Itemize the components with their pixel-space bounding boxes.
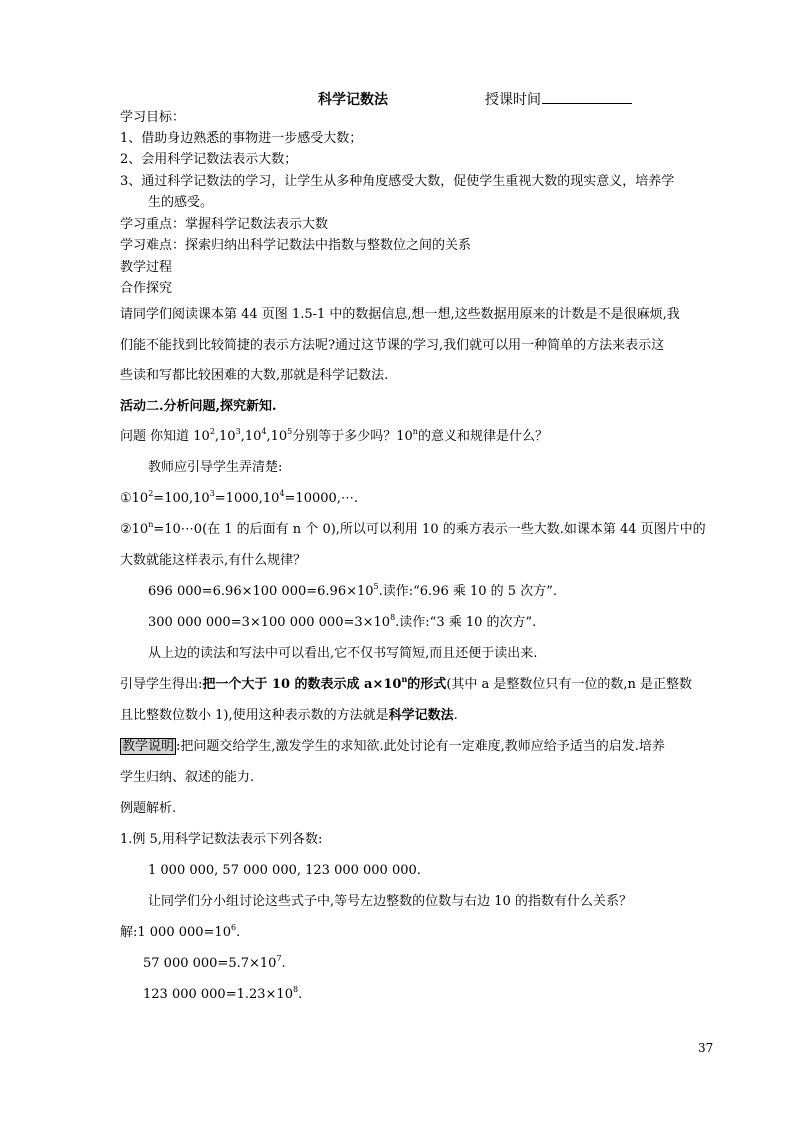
page-title: 科学记数法 (318, 92, 388, 108)
item-1: $①10^2=100,10^3=1000,10^4=10000,\cdots$. (120, 489, 359, 506)
item-2-line-1: $②10^n=10\cdots 0$(在 1 的后面有 n 个 0),所以可以利用 10 的乘方表示一些大数.如课本第 44 页图片中的 (120, 520, 706, 537)
goal-3-line-2: 生的感受。 (148, 195, 214, 210)
conclusion-line-2: 且比整数位数小 1),使用这种表示数的方法就是科学记数法. (120, 708, 458, 723)
coop-heading: 合作探究 (120, 281, 173, 296)
example-numbers: 1 000 000, 57 000 000, 123 000 000 000. (148, 863, 421, 878)
difficulty: 学习难点：探索归纳出科学记数法中指数与整数位之间的关系 (120, 238, 472, 253)
class-time-blank (542, 103, 632, 104)
intro-line-2: 们能不能找到比较简捷的表示方法呢?通过这节课的学习,我们就可以用一种简单的方法来表示这 (120, 338, 665, 353)
header-row (0, 89, 793, 109)
key-point: 学习重点：掌握科学记数法表示大数 (120, 217, 329, 232)
example-heading: 例题解析. (120, 801, 177, 816)
observation: 从上边的读法和写法中可以看出,它不仅书写简短,而且还便于读出来. (148, 646, 538, 661)
solution-2: 57 000 $000=5.7\times 10^7$. (143, 954, 286, 971)
process-heading: 教学过程 (120, 260, 173, 275)
example-696000: 696 000=6.96×100 $000=6.96\times 10^5$.读作:“6.96 乘 10 的 5 次方”. (148, 582, 557, 599)
teacher-guide: 教师应引导学生弄清楚: (148, 460, 283, 475)
teaching-note-line-1: 教学说明 :把问题交给学生,激发学生的求知欲.此处讨论有一定难度,教师应给予适当的启发.培养 (122, 739, 665, 754)
solution-1: 解:1 000 $000=10^6$. (120, 923, 241, 940)
teaching-note-line-2: 学生归纳、叙述的能力. (120, 770, 255, 785)
solution-3: 123 000 $000=1.23\times 10^8$. (143, 985, 303, 1002)
activity-2-heading: 活动二.分析问题,探究新知. (120, 399, 277, 414)
example-300000000: 300 000 000=3×100 000 $000=3\times 10^8$.读作:“3 乘 10 的次方”. (148, 613, 537, 630)
goal-3-line-1: 3、通过科学记数法的学习，让学生从多种角度感受大数，促使学生重视大数的现实意义，培养学 (120, 174, 675, 189)
question-line: 问题 你知道 $10^2,10^3,10^4,10^5$分别等于多少吗？10$^n$的意义和规律是什么？ (120, 427, 548, 444)
discussion-prompt: 让同学们分小组讨论这些式子中,等号左边整数的位数与右边 10 的指数有什么关系？ (148, 894, 632, 909)
intro-line-1: 请同学们阅读课本第 44 页图 1.5-1 中的数据信息,想一想,这些数据用原来的计数是不是很麻烦,我 (120, 307, 680, 322)
goal-1: 1、借助身边熟悉的事物进一步感受大数； (120, 131, 363, 146)
example-1: 1.例 5,用科学记数法表示下列各数: (120, 832, 323, 847)
conclusion-line-1: 引导学生得出:把一个大于 10 的数表示成 $a\times 10^n$的形式(其中 a 是整数位只有一位的数,n 是正整数 (120, 674, 693, 692)
teaching-note-label: 教学说明 (122, 739, 175, 754)
goal-2: 2、会用科学记数法表示大数； (120, 152, 298, 167)
intro-line-3: 些读和写都比较困难的大数,那就是科学记数法. (120, 368, 389, 383)
goals-heading: 学习目标： (120, 110, 186, 125)
class-time-label: 授课时间 (485, 92, 541, 108)
page-number: 37 (698, 1041, 714, 1055)
item-2-line-2: 大数就能这样表示,有什么规律？ (120, 553, 307, 568)
